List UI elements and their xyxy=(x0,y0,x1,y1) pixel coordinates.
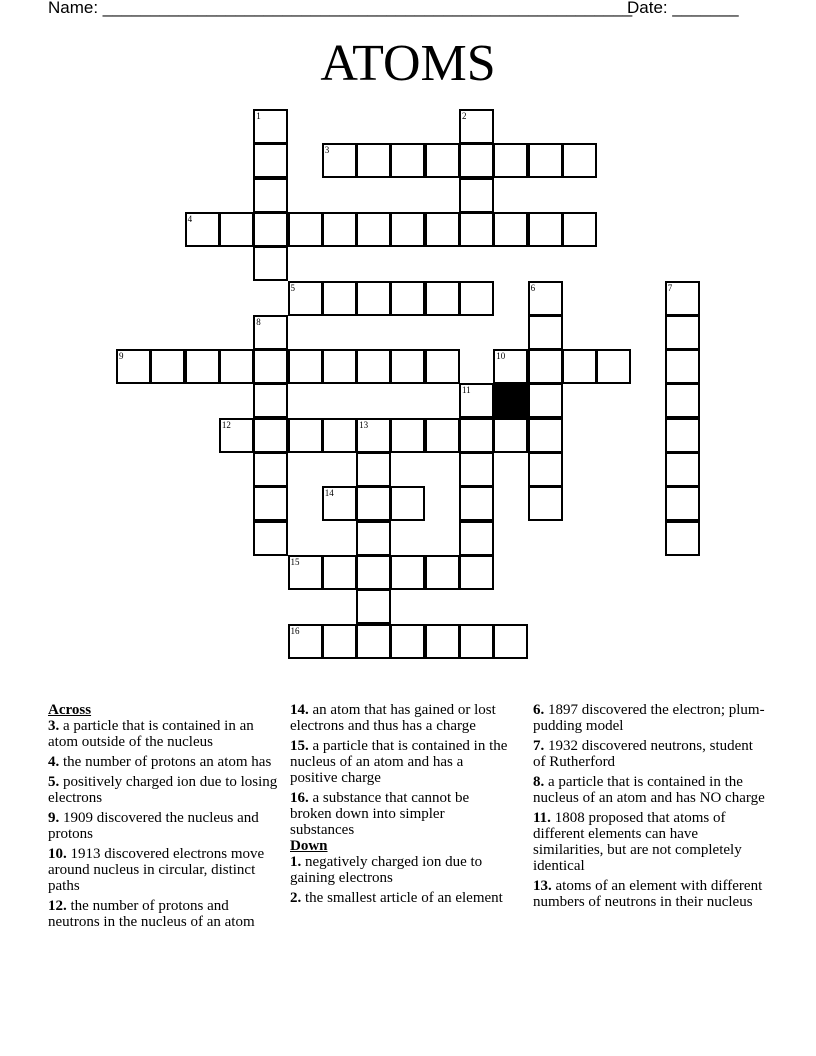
crossword-cell[interactable] xyxy=(665,349,700,384)
crossword-cell[interactable] xyxy=(253,143,288,178)
clue-across-10: 10. 1913 discovered electrons move around nucleus in circular, distinct paths xyxy=(48,846,265,894)
cell-number: 4 xyxy=(187,213,193,224)
crossword-cell[interactable] xyxy=(459,624,494,659)
crossword-cell[interactable] xyxy=(528,452,563,487)
clue-across-4: 4. the number of protons an atom has xyxy=(48,754,272,770)
crossword-cell[interactable] xyxy=(322,143,357,178)
clue-down-1: 1. negatively charged ion due to gaining electrons xyxy=(290,854,483,886)
crossword-cell[interactable] xyxy=(185,212,220,247)
crossword-cell[interactable] xyxy=(356,589,391,624)
clue-across-12: 12. the number of protons and neutrons in the nucleus of an atom xyxy=(48,898,255,930)
crossword-cell[interactable] xyxy=(356,212,391,247)
crossword-cell[interactable] xyxy=(390,212,425,247)
cell-number: 14 xyxy=(324,488,334,499)
cell-number: 13 xyxy=(359,419,369,430)
cell-number: 2 xyxy=(462,111,467,121)
crossword-cell[interactable] xyxy=(322,349,357,384)
cell-number: 12 xyxy=(221,419,231,430)
cell-number: 5 xyxy=(290,282,295,293)
cell-number: 1 xyxy=(256,111,261,121)
crossword-cell[interactable] xyxy=(390,349,425,384)
clues-column-1 xyxy=(48,702,280,934)
name-field[interactable]: Name: ________________________________________________________ xyxy=(48,0,633,17)
crossword-cell[interactable] xyxy=(356,521,391,556)
clue-across-15: 15. a particle that is contained in the nucleus of an atom and has a positive charge xyxy=(290,738,508,786)
crossword-cell[interactable] xyxy=(288,281,323,316)
crossword-cell[interactable] xyxy=(390,143,425,178)
crossword-cell[interactable] xyxy=(665,383,700,418)
crossword-cell[interactable] xyxy=(425,349,460,384)
crossword-cell[interactable] xyxy=(356,555,391,590)
page-title: ATOMS xyxy=(320,35,496,92)
crossword-cell[interactable] xyxy=(390,418,425,453)
down-heading: Down xyxy=(290,838,328,854)
crossword-cell[interactable] xyxy=(425,624,460,659)
crossword-cell[interactable] xyxy=(116,349,151,384)
crossword-cell[interactable] xyxy=(390,281,425,316)
crossword-cell[interactable] xyxy=(219,212,254,247)
crossword-cell[interactable] xyxy=(356,281,391,316)
crossword-cell[interactable] xyxy=(528,418,563,453)
crossword-cell[interactable] xyxy=(253,109,288,144)
crossword-cell[interactable] xyxy=(459,555,494,590)
crossword-cell[interactable] xyxy=(150,349,185,384)
crossword-cell[interactable] xyxy=(356,349,391,384)
crossword-cell[interactable] xyxy=(322,624,357,659)
crossword-cell[interactable] xyxy=(219,349,254,384)
clue-across-5: 5. positively charged ion due to losing electrons xyxy=(48,774,278,806)
crossword-cell[interactable] xyxy=(493,212,528,247)
clues-column-3 xyxy=(533,702,769,914)
crossword-cell[interactable] xyxy=(459,383,494,418)
crossword-cell[interactable] xyxy=(425,143,460,178)
clue-across-9: 9. 1909 discovered the nucleus and protons xyxy=(48,810,259,842)
crossword-cell[interactable] xyxy=(356,452,391,487)
crossword-cell[interactable] xyxy=(425,212,460,247)
crossword-cell[interactable] xyxy=(322,486,357,521)
crossword-cell[interactable] xyxy=(288,418,323,453)
crossword-cell[interactable] xyxy=(459,143,494,178)
crossword-cell[interactable] xyxy=(596,349,631,384)
crossword-cell[interactable] xyxy=(459,109,494,144)
clue-down-6: 6. 1897 discovered the electron; plum-pudding model xyxy=(533,702,765,734)
cell-number: 7 xyxy=(667,282,673,293)
date-field[interactable]: Date: _______ xyxy=(627,0,739,17)
crossword-cell[interactable] xyxy=(390,555,425,590)
crossword-cell[interactable] xyxy=(288,624,323,659)
clue-down-7: 7. 1932 discovered neutrons, student of Rutherford xyxy=(533,738,753,770)
clue-across-3: 3. a particle that is contained in an atom outside of the nucleus xyxy=(48,718,254,750)
crossword-cell[interactable] xyxy=(253,418,288,453)
crossword-cell[interactable] xyxy=(253,486,288,521)
crossword-cell[interactable] xyxy=(219,418,254,453)
crossword-cell[interactable] xyxy=(288,555,323,590)
crossword-cell[interactable] xyxy=(562,349,597,384)
crossword-cell[interactable] xyxy=(288,212,323,247)
cell-number: 10 xyxy=(496,351,506,362)
crossword-cell[interactable] xyxy=(322,281,357,316)
crossword-cell[interactable] xyxy=(528,315,563,350)
cell-number: 11 xyxy=(462,385,471,396)
crossword-cell[interactable] xyxy=(528,143,563,178)
crossword-cell[interactable] xyxy=(253,246,288,281)
crossword-cell[interactable] xyxy=(322,555,357,590)
crossword-cell[interactable] xyxy=(253,178,288,213)
crossword-cell[interactable] xyxy=(459,281,494,316)
cell-number: 6 xyxy=(530,282,536,293)
clue-across-16: 16. a substance that cannot be broken down into simpler substances xyxy=(290,790,470,838)
crossword-cell[interactable] xyxy=(253,521,288,556)
crossword-cell[interactable] xyxy=(665,281,700,316)
crossword-cell[interactable] xyxy=(390,624,425,659)
clue-across-14: 14. an atom that has gained or lost electrons and thus has a charge xyxy=(290,702,496,734)
crossword-cell[interactable] xyxy=(665,521,700,556)
crossword-cell[interactable] xyxy=(459,212,494,247)
crossword-cell[interactable] xyxy=(493,349,528,384)
crossword-cell[interactable] xyxy=(356,143,391,178)
clue-down-8: 8. a particle that is contained in the nucleus of an atom and has NO charge xyxy=(533,774,765,806)
crossword-cell[interactable] xyxy=(322,418,357,453)
clue-down-11: 11. 1808 proposed that atoms of different elements can have similarities, but are not completely identical xyxy=(533,810,742,874)
crossword-cell[interactable] xyxy=(253,212,288,247)
crossword-cell[interactable] xyxy=(562,143,597,178)
crossword-cell[interactable] xyxy=(665,315,700,350)
clues-column-2 xyxy=(290,702,512,910)
crossword-cell[interactable] xyxy=(528,486,563,521)
crossword-cell[interactable] xyxy=(425,281,460,316)
crossword-cell[interactable] xyxy=(253,349,288,384)
crossword-cell[interactable] xyxy=(253,383,288,418)
crossword-cell[interactable] xyxy=(390,486,425,521)
crossword-cell[interactable] xyxy=(459,418,494,453)
cell-number: 8 xyxy=(256,316,261,327)
crossword-cell[interactable] xyxy=(665,486,700,521)
crossword-cell[interactable] xyxy=(356,624,391,659)
crossword-cell[interactable] xyxy=(665,418,700,453)
cell-number: 16 xyxy=(290,625,300,636)
clue-down-13: 13. atoms of an element with different numbers of neutrons in their nucleus xyxy=(533,878,763,910)
crossword-cell[interactable] xyxy=(185,349,220,384)
crossword-cell[interactable] xyxy=(528,212,563,247)
clue-down-2: 2. the smallest article of an element xyxy=(290,890,503,906)
cell-number: 15 xyxy=(290,556,300,567)
crossword-cell[interactable] xyxy=(493,418,528,453)
crossword-cell[interactable] xyxy=(493,143,528,178)
crossword-cell[interactable] xyxy=(665,452,700,487)
crossword-cell[interactable] xyxy=(493,624,528,659)
crossword-cell[interactable] xyxy=(562,212,597,247)
crossword-cell[interactable] xyxy=(425,418,460,453)
crossword-black-cell xyxy=(493,383,528,418)
crossword-cell[interactable] xyxy=(322,212,357,247)
crossword-cell[interactable] xyxy=(459,178,494,213)
crossword-cell[interactable] xyxy=(459,486,494,521)
crossword-cell[interactable] xyxy=(528,349,563,384)
crossword-cell[interactable] xyxy=(288,349,323,384)
crossword-cell[interactable] xyxy=(528,383,563,418)
cell-number: 9 xyxy=(119,351,124,362)
crossword-cell[interactable] xyxy=(356,486,391,521)
crossword-cell[interactable] xyxy=(253,452,288,487)
across-heading: Across xyxy=(48,702,92,718)
crossword-cell[interactable] xyxy=(459,452,494,487)
cell-number: 3 xyxy=(324,145,330,156)
crossword-cell[interactable] xyxy=(356,418,391,453)
crossword-cell[interactable] xyxy=(253,315,288,350)
crossword-cell[interactable] xyxy=(459,521,494,556)
crossword-cell[interactable] xyxy=(425,555,460,590)
crossword-cell[interactable] xyxy=(528,281,563,316)
